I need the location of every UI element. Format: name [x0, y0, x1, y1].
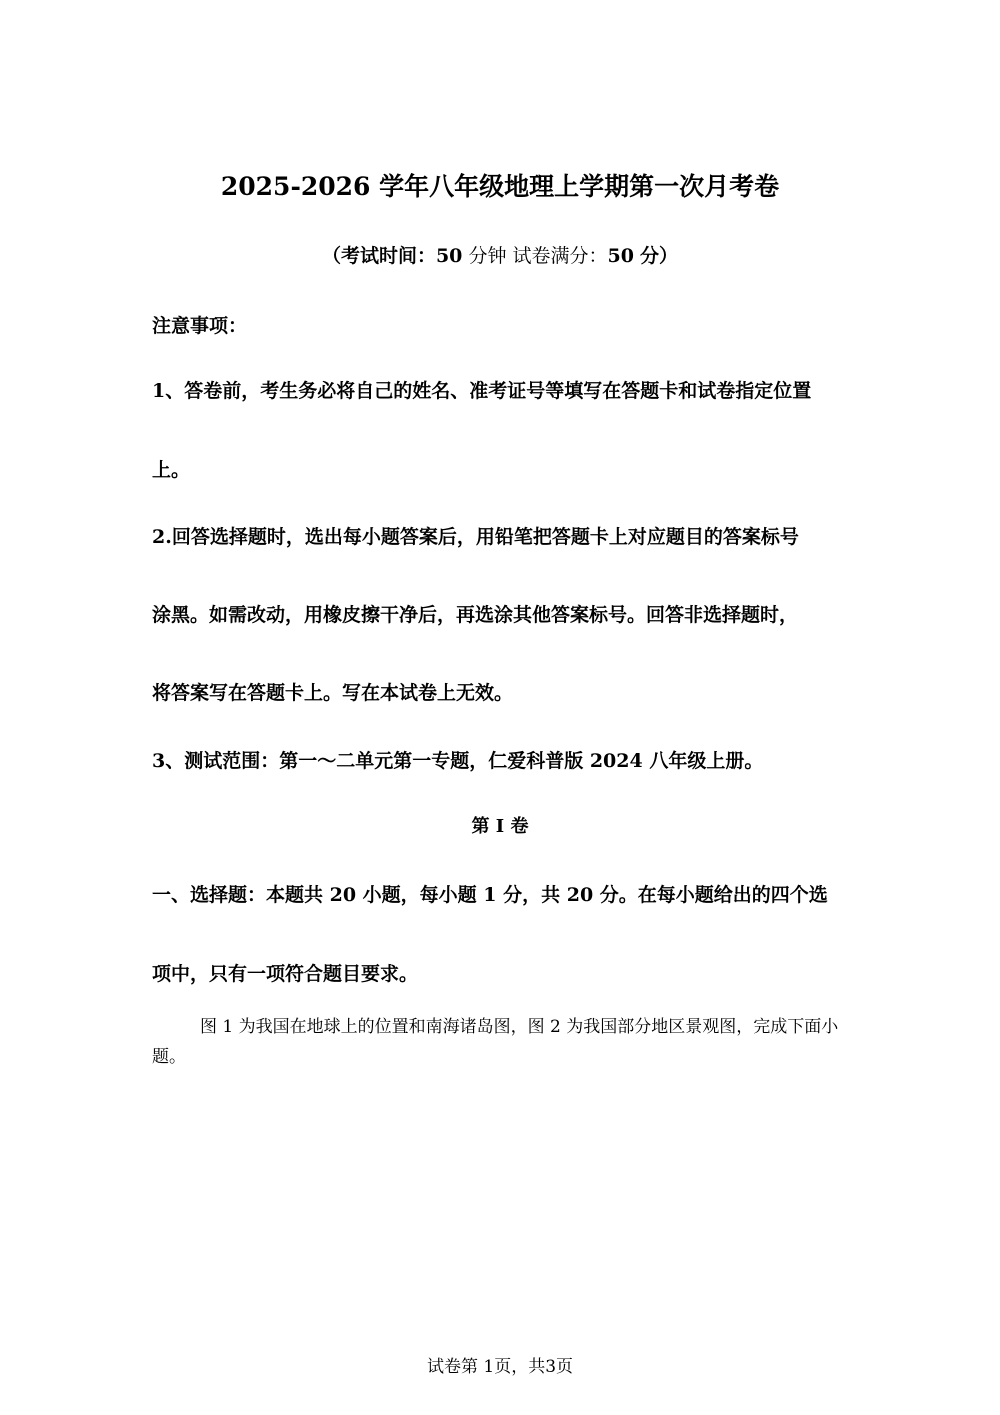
- notice-item-2-line-3: 将答案写在答题卡上。写在本试卷上无效。: [152, 682, 514, 704]
- notice-heading: 注意事项：: [152, 315, 248, 337]
- notice-item-3: 3、测试范围：第一～二单元第一专题，仁爱科普版 2024 八年级上册。: [152, 750, 764, 772]
- notice-item-1-line-1: 1、答卷前，考生务必将自己的姓名、准考证号等填写在答题卡和试卷指定位置: [152, 380, 812, 402]
- notice-item-2-line-1: 2.回答选择题时，选出每小题答案后，用铅笔把答题卡上对应题目的答案标号: [152, 526, 799, 548]
- subtitle-open: （考试时间：: [321, 245, 436, 267]
- notice-item-1-line-2: 上。: [152, 459, 191, 481]
- question-intro-text: 图 1 为我国在地球上的位置和南海诸岛图，图 2 为我国部分地区景观图，完成下面小题。: [152, 1017, 839, 1067]
- notice-item-2-line-2: 涂黑。如需改动，用橡皮擦干净后，再选涂其他答案标号。回答非选择题时，: [152, 604, 799, 626]
- exam-time-unit: 分钟: [468, 245, 507, 267]
- score-unit: 分）: [640, 245, 679, 267]
- section-1-heading-line-1: 一、选择题：本题共 20 小题，每小题 1 分，共 20 分。在每小题给出的四个选: [152, 884, 828, 906]
- volume-label: 第 I 卷: [471, 816, 529, 837]
- section-1-heading-line-2: 项中，只有一项符合题目要求。: [152, 963, 419, 985]
- page-footer: 试卷第 1页，共3页: [426, 1357, 574, 1377]
- exam-subtitle: [0, 244, 1000, 268]
- exam-time-value: 50: [435, 245, 463, 267]
- score-value: 50: [607, 245, 634, 267]
- exam-title: 2025-2026 学年八年级地理上学期第一次月考卷: [220, 172, 780, 201]
- score-label: 试卷满分：: [512, 245, 608, 267]
